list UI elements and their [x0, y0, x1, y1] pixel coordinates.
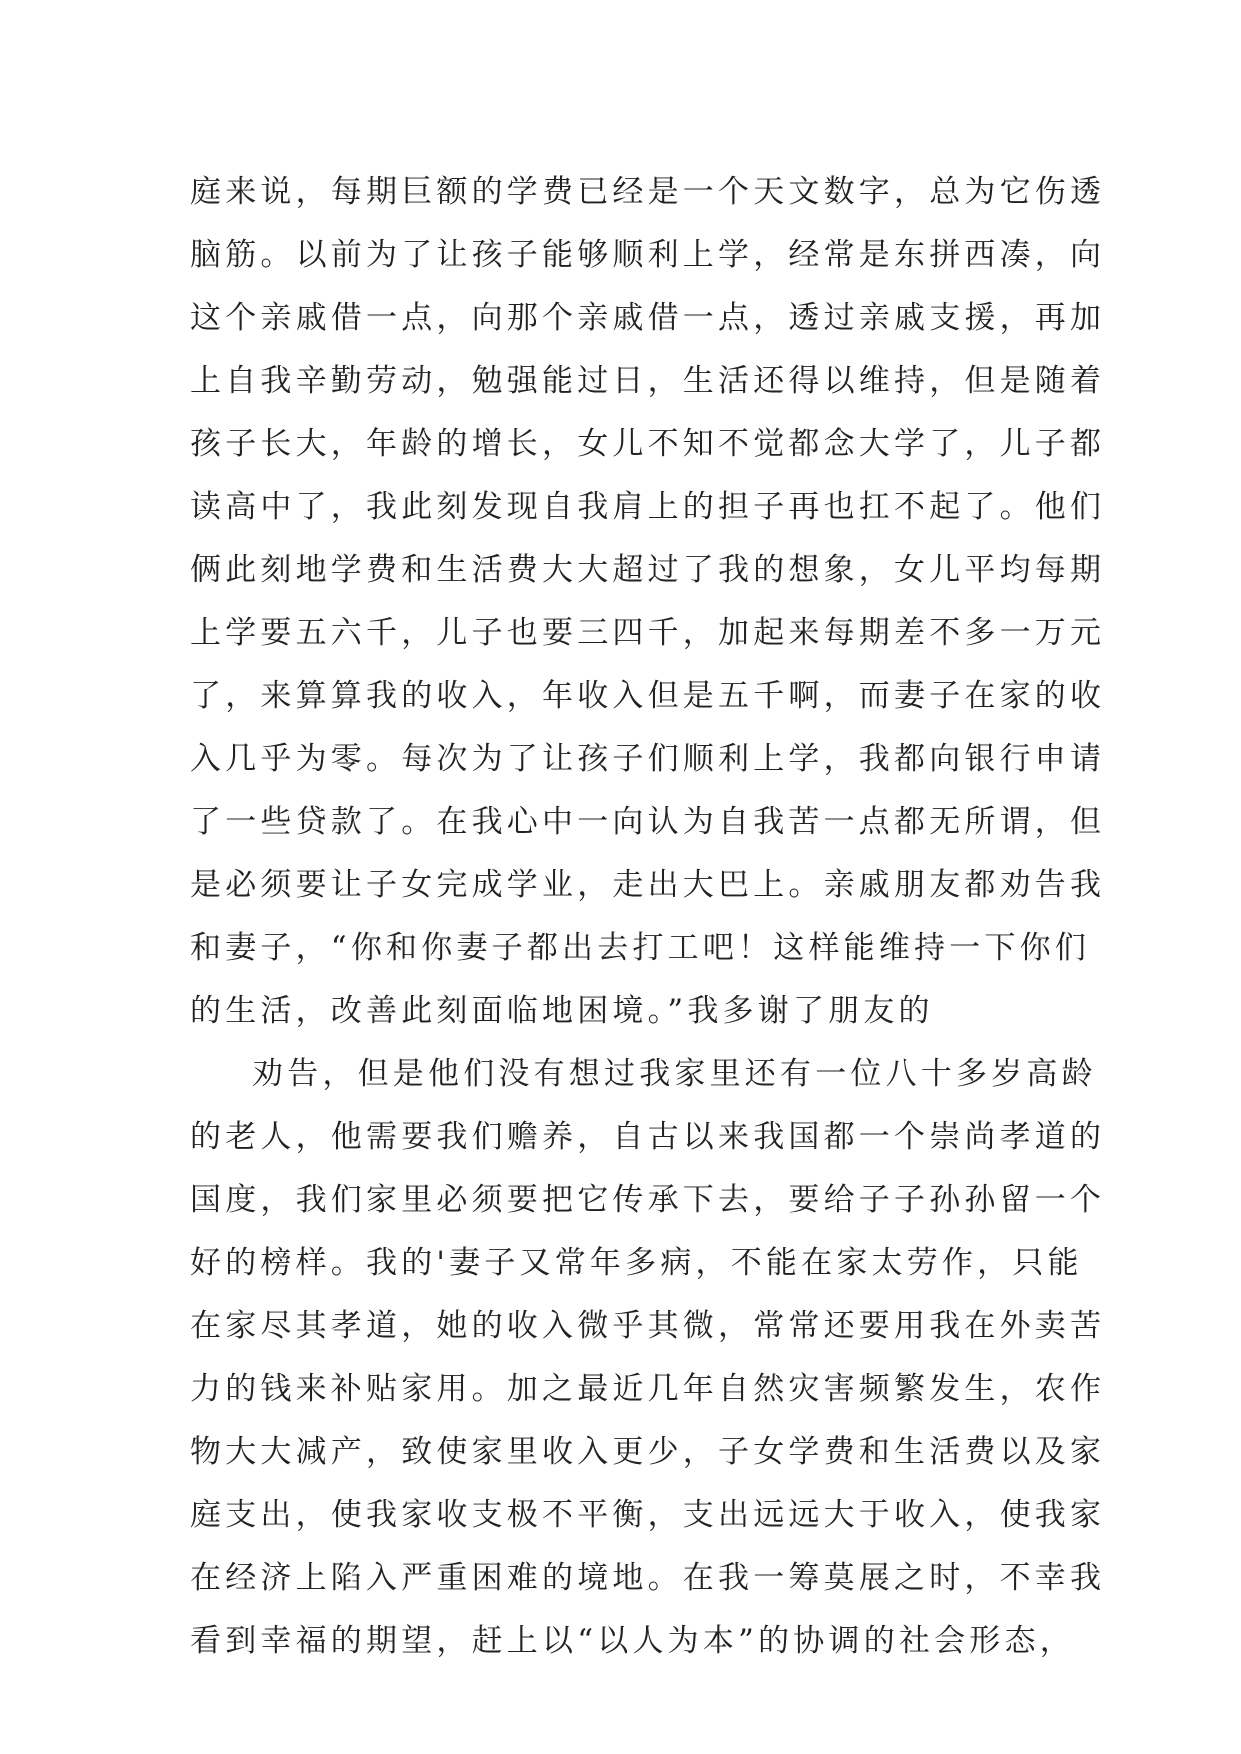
text-line: 入几乎为零。每次为了让孩子们顺利上学，我都向银行申请	[190, 741, 1106, 777]
text-line: 是必须要让子女完成学业，走出大巴上。亲戚朋友都劝告我	[190, 867, 1106, 903]
text-line: 孩子长大，年龄的增长，女儿不知不觉都念大学了，儿子都	[190, 426, 1106, 462]
text-line: 在家尽其孝道，她的收入微乎其微，常常还要用我在外卖苦	[190, 1308, 1106, 1344]
text-line: 了一些贷款了。在我心中一向认为自我苦一点都无所谓，但	[190, 804, 1106, 840]
text-line: 这个亲戚借一点，向那个亲戚借一点，透过亲戚支援，再加	[190, 300, 1106, 336]
body-text	[190, 161, 1106, 1673]
text-line: 在经济上陷入严重困难的境地。在我一筹莫展之时，不幸我	[190, 1560, 1106, 1596]
text-line: 上学要五六千，儿子也要三四千，加起来每期差不多一万元	[190, 615, 1106, 651]
text-line: 的老人，他需要我们赡养，自古以来我国都一个崇尚孝道的	[190, 1119, 1106, 1155]
text-line: 读高中了，我此刻发现自我肩上的担子再也扛不起了。他们	[190, 489, 1106, 525]
text-line: 脑筋。以前为了让孩子能够顺利上学，经常是东拼西凑，向	[190, 237, 1106, 273]
text-line: 上自我辛勤劳动，勉强能过日，生活还得以维持，但是随着	[190, 363, 1106, 399]
text-line: 了，来算算我的收入，年收入但是五千啊，而妻子在家的收	[190, 678, 1106, 714]
text-line: 力的钱来补贴家用。加之最近几年自然灾害频繁发生，农作	[190, 1371, 1106, 1407]
text-line: 和妻子，“你和你妻子都出去打工吧！这样能维持一下你们	[190, 930, 1091, 966]
text-line: 好的榜样。我的'妻子又常年多病，不能在家太劳作，只能	[190, 1245, 1083, 1281]
text-line: 庭来说，每期巨额的学费已经是一个天文数字，总为它伤透	[190, 174, 1106, 210]
paragraph-2	[190, 1043, 1106, 1673]
text-line: 国度，我们家里必须要把它传承下去，要给子子孙孙留一个	[190, 1182, 1106, 1218]
text-line: 庭支出，使我家收支极不平衡，支出远远大于收入，使我家	[190, 1497, 1106, 1533]
text-line: 劝告，但是他们没有想过我家里还有一位八十多岁高龄	[252, 1056, 1097, 1092]
text-line: 俩此刻地学费和生活费大大超过了我的想象，女儿平均每期	[190, 552, 1106, 588]
text-line: 的生活，改善此刻面临地困境。”我多谢了朋友的	[190, 993, 934, 1029]
text-line: 物大大减产，致使家里收入更少，子女学费和生活费以及家	[190, 1434, 1106, 1470]
text-line: 看到幸福的期望，赶上以“以人为本”的协调的社会形态，	[190, 1623, 1075, 1659]
paragraph-1	[190, 161, 1106, 1043]
